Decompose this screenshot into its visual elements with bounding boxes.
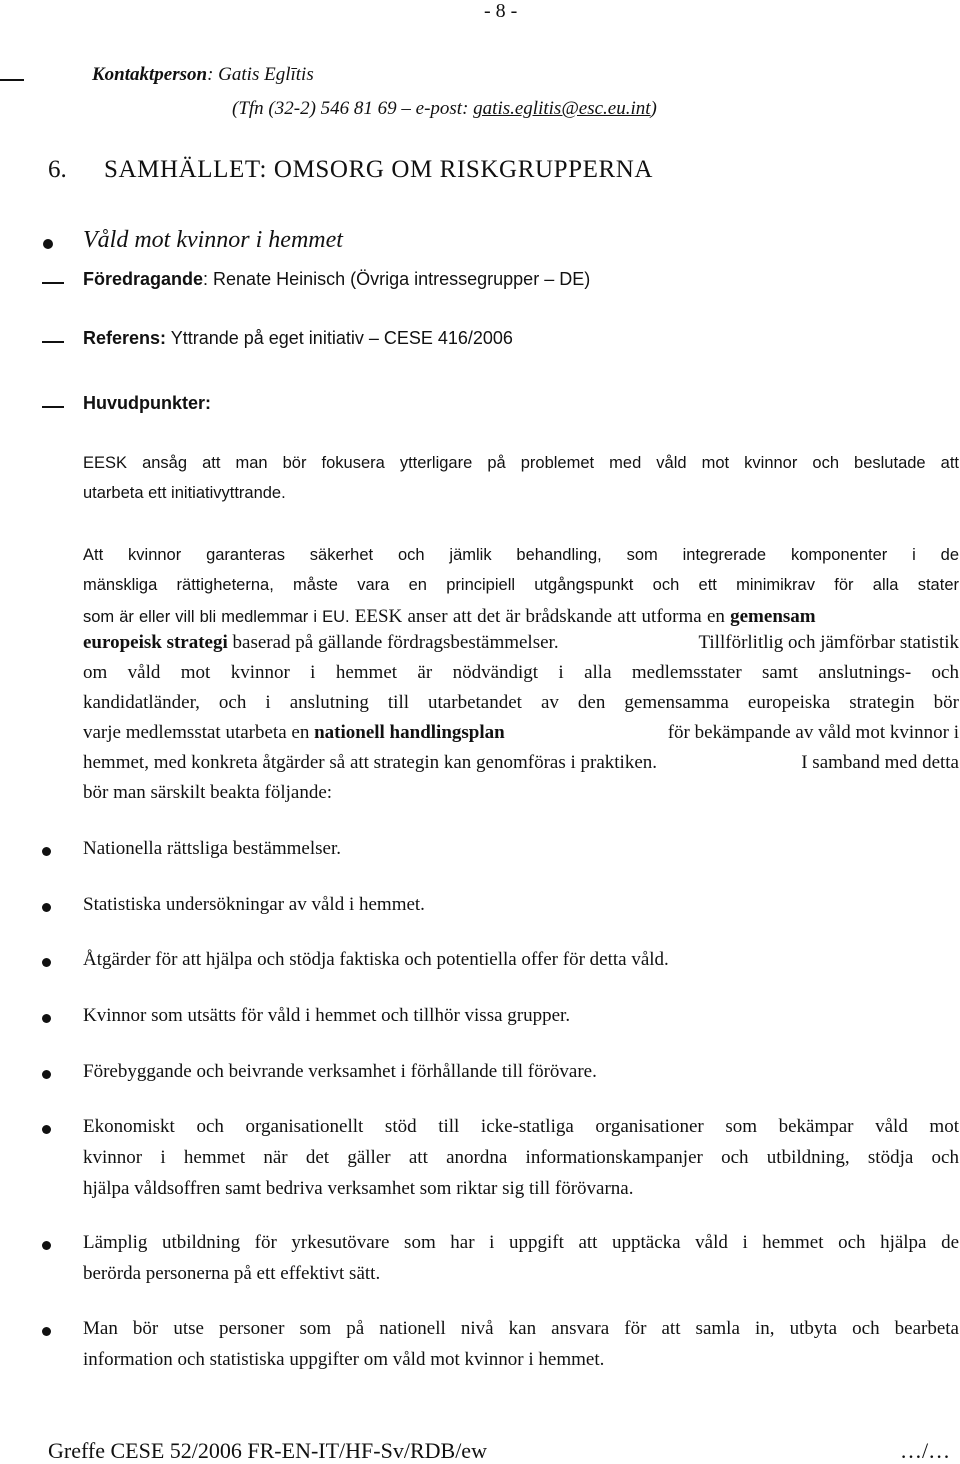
contact-email-link[interactable]: gatis.eglitis@esc.eu.int [473, 98, 651, 119]
bold-term: europeisk strategi [83, 632, 228, 653]
bold-term: nationell handlingsplan [314, 722, 505, 743]
bullet-icon [42, 1014, 51, 1023]
paragraph-text: Tillförlitlig och jämförbar statistik [698, 632, 959, 653]
section-number: 6. [48, 156, 67, 183]
paragraph-text: som är eller vill bli medlemmar i EU. [83, 608, 350, 626]
item-title: Våld mot kvinnor i hemmet [83, 227, 343, 253]
bullet-icon [42, 847, 51, 856]
rapporteur [83, 269, 590, 290]
reference [83, 328, 513, 349]
paragraph-text: hemmet, med konkreta åtgärder så att strategin kan genomföras i praktiken. [83, 752, 658, 773]
paragraph-line [83, 632, 959, 654]
reference-value: Yttrande på eget initiativ – CESE 416/2006 [166, 328, 513, 348]
list-item-continued: berörda personerna på ett effektivt sätt. [83, 1263, 381, 1284]
dash-marker [0, 79, 24, 81]
intro-line: EESK ansåg att man bör fokusera ytterligare på problemet med våld mot kvinnor och beslutade att [83, 454, 959, 472]
contact-name: : Gatis Eglītis [207, 64, 314, 85]
list-item: Statistiska undersökningar av våld i hemmet. [83, 894, 425, 915]
paragraph-text: baserad på gällande fördragsbestämmelser. [227, 632, 559, 653]
reference-label: Referens: [83, 328, 167, 348]
list-item: Förebyggande och beivrande verksamhet i förhållande till förövare. [83, 1061, 597, 1082]
paragraph-text: I samband med detta [801, 752, 959, 773]
paragraph-line: om våld mot kvinnor i hemmet är nödvändigt i alla medlemsstater samt anslutnings- och [83, 662, 959, 683]
rapporteur-label: Föredragande [83, 269, 204, 289]
dash-marker [42, 406, 64, 408]
paragraph-text: varje medlemsstat utarbeta en [83, 722, 315, 743]
bullet-icon [42, 1327, 51, 1336]
paragraph-line: mänskliga rättigheterna, måste vara en principiell utgångspunkt och ett minimikrav för alla stater [83, 576, 959, 594]
paragraph-line: Att kvinnor garanteras säkerhet och jämlik behandling, som integrerade komponenter i de [83, 546, 959, 564]
paragraph-text: EESK anser att det är brådskande att utforma en gemensam [354, 606, 816, 627]
page-number: - 8 - [484, 0, 518, 22]
paragraph-line: bör man särskilt beakta följande: [83, 782, 333, 803]
intro-line: utarbeta ett initiativyttrande. [83, 484, 286, 502]
bullet-icon [43, 239, 53, 249]
bullet-icon [42, 903, 51, 912]
list-item: Man bör utse personer som på nationell nivå kan ansvara för att samla in, utbyta och bearbeta [83, 1318, 959, 1339]
dash-marker [42, 341, 64, 343]
contact-label: Kontaktperson [92, 64, 208, 85]
list-item-continued: kvinnor i hemmet när det gäller att anordna informationskampanjer och utbildning, stödja och [83, 1147, 959, 1168]
bullet-icon [42, 1070, 51, 1079]
paragraph-text: för bekämpande av våld mot kvinnor i [667, 722, 959, 743]
paragraph-line [83, 752, 959, 774]
bullet-icon [42, 1125, 51, 1134]
contact-phone: (Tfn (32-2) 546 81 69 – e-post: [232, 98, 474, 119]
paragraph-line: kandidatländer, och i anslutning till utarbetandet av den gemensamma europeiska strategin bör [83, 692, 959, 713]
footer-reference: Greffe CESE 52/2006 FR-EN-IT/HF-Sv/RDB/ew [48, 1438, 487, 1463]
paragraph-line [83, 722, 959, 744]
list-item: Åtgärder för att hjälpa och stödja faktiska och potentiella offer för detta våld. [83, 949, 669, 970]
list-item-continued: hjälpa våldsoffren samt bedriva verksamhet som riktar sig till förövarna. [83, 1178, 634, 1199]
rapporteur-value: : Renate Heinisch (Övriga intressegrupper – DE) [203, 269, 591, 289]
list-item: Lämplig utbildning för yrkesutövare som har i uppgift att upptäcka våld i hemmet och hjälpa de [83, 1232, 959, 1253]
bullet-icon [42, 958, 51, 967]
dash-marker [42, 282, 64, 284]
paragraph-line [83, 606, 816, 628]
list-item: Nationella rättsliga bestämmelser. [83, 838, 342, 859]
bullet-icon [42, 1241, 51, 1250]
contact-line-1 [92, 64, 314, 86]
keypoints-label: Huvudpunkter: [83, 393, 211, 413]
list-item: Kvinnor som utsätts för våld i hemmet och tillhör vissa grupper. [83, 1005, 571, 1026]
list-item-continued: information och statistiska uppgifter om våld mot kvinnor i hemmet. [83, 1349, 605, 1370]
contact-line-2 [232, 98, 657, 120]
contact-suffix: ) [650, 98, 657, 119]
footer-continuation: …/… [900, 1438, 951, 1463]
section-title: SAMHÄLLET: OMSORG OM RISKGRUPPERNA [104, 156, 654, 183]
list-item: Ekonomiskt och organisationellt stöd till icke-statliga organisationer som bekämpar våld mot [83, 1116, 959, 1137]
